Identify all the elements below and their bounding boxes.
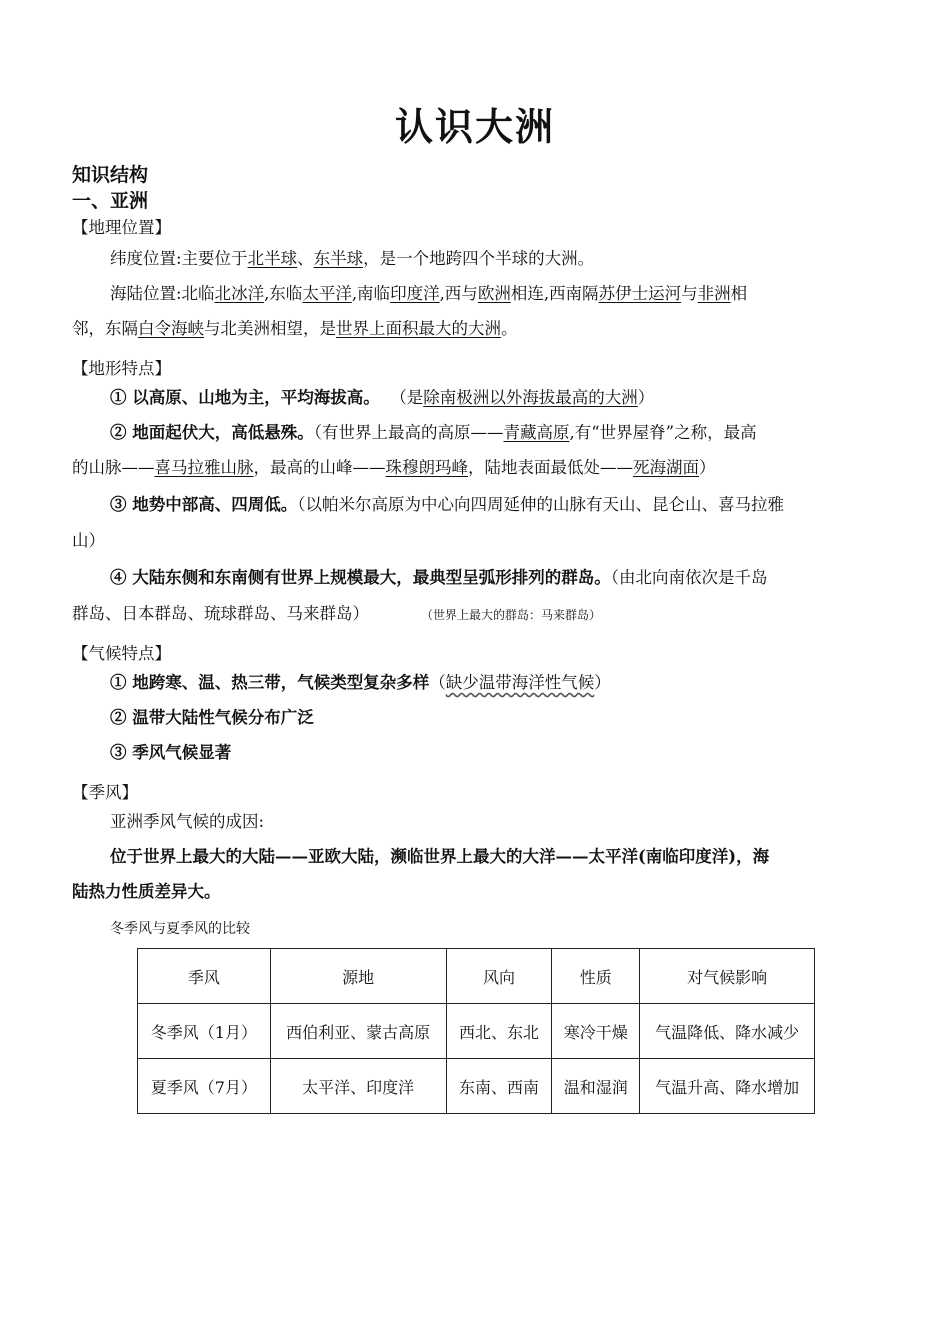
table-cell: 温和湿润 [552, 1059, 640, 1114]
terrain-point-3: ③ 地势中部高、四周低。（以帕米尔高原为中心向四周延伸的山脉有天山、昆仑山、喜马拉雅 [110, 495, 784, 514]
table-cell: 太平洋、印度洋 [270, 1059, 446, 1114]
label-terrain: 【地形特点】 [72, 359, 171, 378]
sea-land-position-line-2: 邻，东隔白令海峡与北美洲相望，是世界上面积最大的大洲。 [72, 319, 518, 338]
table-cell: 夏季风（7月） [138, 1059, 271, 1114]
table-row [138, 1004, 815, 1059]
table-cell: 冬季风（1月） [138, 1004, 271, 1059]
terrain-point-4: ④ 大陆东侧和东南侧有世界上规模最大，最典型呈弧形排列的群岛。（由北向南依次是千岛 [110, 568, 768, 587]
table-cell: 气温升高、降水增加 [640, 1059, 815, 1114]
subsection-heading-asia: 一、亚洲 [72, 190, 149, 212]
sea-land-position-line: 海陆位置:北临北冰洋,东临太平洋,南临印度洋,西与欧洲相连,西南隔苏伊士运河与非洲相 [110, 284, 748, 303]
table-cell: 气温降低、降水减少 [640, 1004, 815, 1059]
page-title: 认识大洲 [394, 105, 555, 149]
table-row [138, 1059, 815, 1114]
monsoon-cause-line-2: 陆热力性质差异大。 [72, 882, 221, 901]
terrain-point-2: ② 地面起伏大，高低悬殊。（有世界上最高的高原——青藏高原,有“世界屋脊”之称，最高 [110, 423, 757, 442]
climate-point-2: ② 温带大陆性气候分布广泛 [110, 708, 314, 727]
table-header-row [138, 949, 815, 1004]
climate-point-1: ① 地跨寒、温、热三带，气候类型复杂多样（缺少温带海洋性气候） [110, 673, 611, 692]
terrain-point-3-cont: 山） [72, 531, 105, 550]
monsoon-comparison-table [137, 948, 815, 1114]
latitude-position-line: 纬度位置:主要位于北半球、东半球，是一个地跨四个半球的大洲。 [110, 249, 595, 268]
table-cell: 西伯利亚、蒙古高原 [270, 1004, 446, 1059]
label-geo-position: 【地理位置】 [72, 218, 171, 237]
monsoon-cause-line-1: 位于世界上最大的大陆——亚欧大陆，濒临世界上最大的大洋——太平洋(南临印度洋)，海 [110, 847, 770, 866]
terrain-point-2-cont: 的山脉——喜马拉雅山脉，最高的山峰——珠穆朗玛峰，陆地表面最低处——死海湖面） [72, 458, 716, 477]
section-heading: 知识结构 [72, 164, 149, 186]
terrain-point-4-cont: 群岛、日本群岛、琉球群岛、马来群岛） （世界上最大的群岛：马来群岛） [72, 604, 602, 623]
climate-point-3: ③ 季风气候显著 [110, 743, 232, 762]
table-header-cell: 源地 [270, 949, 446, 1004]
table-header-cell: 风向 [446, 949, 552, 1004]
table-cell: 东南、西南 [446, 1059, 552, 1114]
table-header-cell: 对气候影响 [640, 949, 815, 1004]
monsoon-cause-label: 亚洲季风气候的成因: [110, 812, 265, 831]
label-climate: 【气候特点】 [72, 644, 171, 663]
table-caption: 冬季风与夏季风的比较 [110, 921, 250, 937]
terrain-point-1: ① 以高原、山地为主，平均海拔高。 （是除南极洲以外海拔最高的大洲） [110, 388, 655, 407]
label-monsoon: 【季风】 [72, 783, 138, 802]
table-cell: 寒冷干燥 [552, 1004, 640, 1059]
table-header-cell: 季风 [138, 949, 271, 1004]
table-cell: 西北、东北 [446, 1004, 552, 1059]
table-header-cell: 性质 [552, 949, 640, 1004]
